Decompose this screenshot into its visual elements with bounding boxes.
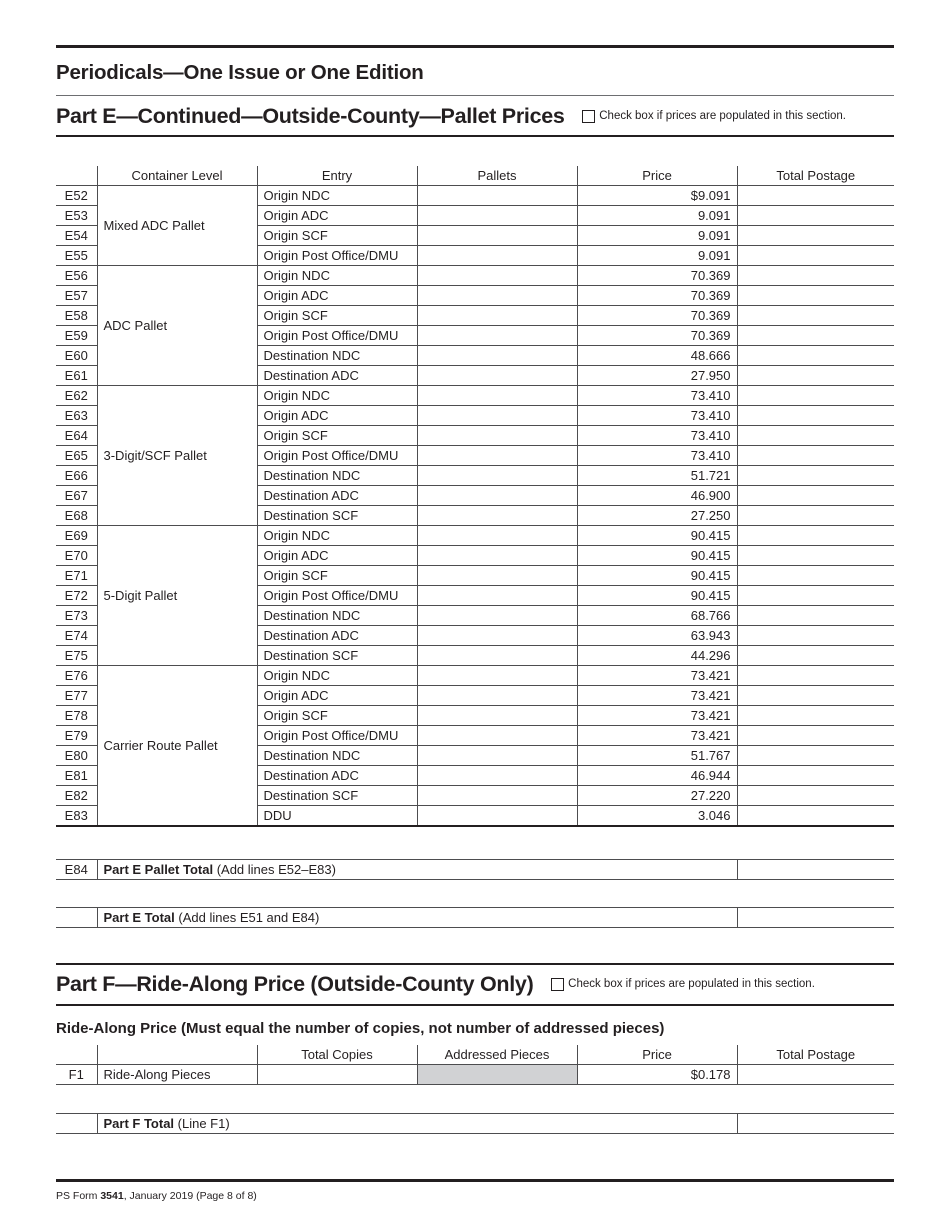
col-entry: Entry <box>257 166 417 186</box>
pallets-input[interactable] <box>417 586 577 606</box>
total-postage-input[interactable] <box>737 706 894 726</box>
line-number: E72 <box>56 586 97 606</box>
total-postage-input[interactable] <box>737 1065 894 1085</box>
pallets-input[interactable] <box>417 666 577 686</box>
total-postage-input[interactable] <box>737 446 894 466</box>
entry: Destination ADC <box>257 766 417 786</box>
total-postage-input[interactable] <box>737 266 894 286</box>
price-value: 73.410 <box>577 446 737 466</box>
entry: Origin SCF <box>257 426 417 446</box>
price-value: 73.421 <box>577 706 737 726</box>
entry: Destination NDC <box>257 346 417 366</box>
line-number: E53 <box>56 206 97 226</box>
price-value: 73.421 <box>577 686 737 706</box>
table-header-row <box>56 166 894 186</box>
pallets-input[interactable] <box>417 286 577 306</box>
price-value: 70.369 <box>577 266 737 286</box>
total-postage-input[interactable] <box>737 546 894 566</box>
price-value: 90.415 <box>577 526 737 546</box>
total-postage-input[interactable] <box>737 426 894 446</box>
divider <box>56 1004 894 1006</box>
pallet-total-table <box>56 859 894 880</box>
ride-along-table <box>56 1045 894 1085</box>
total-postage-input[interactable] <box>737 806 894 827</box>
price-value: 73.410 <box>577 426 737 446</box>
line-number: F1 <box>56 1065 97 1085</box>
form-title: Periodicals—One Issue or One Edition <box>56 61 424 84</box>
total-copies-input[interactable] <box>257 1065 417 1085</box>
line-number: E62 <box>56 386 97 406</box>
total-postage-input[interactable] <box>737 586 894 606</box>
pallet-total-input[interactable] <box>737 860 894 880</box>
entry: Origin ADC <box>257 406 417 426</box>
divider <box>56 135 894 137</box>
pallet-total-label: Part E Pallet Total (Add lines E52–E83) <box>97 860 737 880</box>
pallets-input[interactable] <box>417 426 577 446</box>
bottom-rule <box>56 1179 894 1182</box>
pallets-input[interactable] <box>417 446 577 466</box>
col-line <box>56 1045 97 1065</box>
line-number: E63 <box>56 406 97 426</box>
entry: Origin SCF <box>257 566 417 586</box>
line-number: E82 <box>56 786 97 806</box>
pallets-input[interactable] <box>417 746 577 766</box>
part-f-heading <box>56 972 815 997</box>
price-value: 70.369 <box>577 326 737 346</box>
line-number: E71 <box>56 566 97 586</box>
price-value: 3.046 <box>577 806 737 827</box>
pallets-input[interactable] <box>417 606 577 626</box>
pallets-input[interactable] <box>417 306 577 326</box>
price-value: 9.091 <box>577 206 737 226</box>
price-value: 51.721 <box>577 466 737 486</box>
container-level: ADC Pallet <box>97 266 257 386</box>
part-f-total-table <box>56 1113 894 1134</box>
line-number: E75 <box>56 646 97 666</box>
line-number: E67 <box>56 486 97 506</box>
line-number: E81 <box>56 766 97 786</box>
total-postage-input[interactable] <box>737 566 894 586</box>
addressed-pieces-shaded <box>417 1065 577 1085</box>
price-value: 70.369 <box>577 286 737 306</box>
price-value: 27.220 <box>577 786 737 806</box>
checkbox-icon[interactable] <box>551 978 564 991</box>
price-value: 90.415 <box>577 566 737 586</box>
price-value: 48.666 <box>577 346 737 366</box>
col-price: Price <box>577 1045 737 1065</box>
pallets-input[interactable] <box>417 726 577 746</box>
total-postage-input[interactable] <box>737 186 894 206</box>
part-e-title: Part E—Continued—Outside-County—Pallet Prices <box>56 104 565 128</box>
total-postage-input[interactable] <box>737 386 894 406</box>
pallets-input[interactable] <box>417 786 577 806</box>
table-row <box>56 526 894 546</box>
line-number: E79 <box>56 726 97 746</box>
entry: Origin NDC <box>257 386 417 406</box>
total-postage-input[interactable] <box>737 766 894 786</box>
pallets-input[interactable] <box>417 346 577 366</box>
part-e-populated-checkbox[interactable] <box>582 110 846 123</box>
top-rule <box>56 45 894 48</box>
pallets-input[interactable] <box>417 566 577 586</box>
entry: Origin Post Office/DMU <box>257 446 417 466</box>
line-number: E70 <box>56 546 97 566</box>
pallets-input[interactable] <box>417 546 577 566</box>
line-number: E60 <box>56 346 97 366</box>
line-number: E59 <box>56 326 97 346</box>
line-number: E83 <box>56 806 97 827</box>
pallets-input[interactable] <box>417 526 577 546</box>
price-value: 90.415 <box>577 546 737 566</box>
col-description <box>97 1045 257 1065</box>
total-postage-input[interactable] <box>737 366 894 386</box>
price-value: 27.950 <box>577 366 737 386</box>
pallets-input[interactable] <box>417 206 577 226</box>
pallets-input[interactable] <box>417 186 577 206</box>
line-number: E68 <box>56 506 97 526</box>
pallets-input[interactable] <box>417 766 577 786</box>
line-number: E80 <box>56 746 97 766</box>
pallets-input[interactable] <box>417 466 577 486</box>
divider <box>56 963 894 965</box>
ride-along-subtitle: Ride-Along Price (Must equal the number of copies, not number of addressed pieces) <box>56 1020 665 1037</box>
entry: Destination NDC <box>257 746 417 766</box>
total-postage-input[interactable] <box>737 246 894 266</box>
entry: Origin Post Office/DMU <box>257 326 417 346</box>
line-number: E57 <box>56 286 97 306</box>
part-e-total-table <box>56 907 894 928</box>
line-number: E76 <box>56 666 97 686</box>
price-value: 63.943 <box>577 626 737 646</box>
table-row <box>56 186 894 206</box>
divider <box>56 95 894 96</box>
part-e-total-label: Part E Total (Add lines E51 and E84) <box>97 908 737 928</box>
line-number: E74 <box>56 626 97 646</box>
part-e-heading <box>56 104 846 129</box>
price-value: 44.296 <box>577 646 737 666</box>
part-e-total-row <box>56 908 894 928</box>
line-number: E73 <box>56 606 97 626</box>
total-postage-input[interactable] <box>737 726 894 746</box>
entry: Destination SCF <box>257 506 417 526</box>
line-number: E64 <box>56 426 97 446</box>
entry: Origin ADC <box>257 686 417 706</box>
entry: Destination NDC <box>257 466 417 486</box>
part-f-populated-checkbox[interactable] <box>551 978 815 991</box>
entry: Origin SCF <box>257 306 417 326</box>
price-value: $9.091 <box>577 186 737 206</box>
line-number: E52 <box>56 186 97 206</box>
entry: Origin Post Office/DMU <box>257 586 417 606</box>
total-postage-input[interactable] <box>737 686 894 706</box>
pallets-input[interactable] <box>417 806 577 827</box>
total-postage-input[interactable] <box>737 286 894 306</box>
total-postage-input[interactable] <box>737 526 894 546</box>
total-postage-input[interactable] <box>737 506 894 526</box>
part-f-title: Part F—Ride-Along Price (Outside-County Only) <box>56 972 534 996</box>
entry: Origin NDC <box>257 266 417 286</box>
line-number: E84 <box>56 860 97 880</box>
entry: Origin ADC <box>257 286 417 306</box>
entry: Origin NDC <box>257 666 417 686</box>
part-f-total-row <box>56 1114 894 1134</box>
entry: Destination ADC <box>257 486 417 506</box>
col-total-copies: Total Copies <box>257 1045 417 1065</box>
price-value: 68.766 <box>577 606 737 626</box>
line-number: E61 <box>56 366 97 386</box>
table-row <box>56 1065 894 1085</box>
container-level: 3-Digit/SCF Pallet <box>97 386 257 526</box>
pallet-total-row <box>56 860 894 880</box>
line-number <box>56 1114 97 1134</box>
line-number <box>56 908 97 928</box>
entry: Origin ADC <box>257 206 417 226</box>
pallets-input[interactable] <box>417 326 577 346</box>
price-value: 9.091 <box>577 246 737 266</box>
total-postage-input[interactable] <box>737 306 894 326</box>
line-number: E54 <box>56 226 97 246</box>
entry: Destination ADC <box>257 366 417 386</box>
container-level: 5-Digit Pallet <box>97 526 257 666</box>
col-total-postage: Total Postage <box>737 166 894 186</box>
price-value: 90.415 <box>577 586 737 606</box>
total-postage-input[interactable] <box>737 206 894 226</box>
total-postage-input[interactable] <box>737 646 894 666</box>
pallets-input[interactable] <box>417 406 577 426</box>
entry: Origin SCF <box>257 226 417 246</box>
price-value: 73.421 <box>577 666 737 686</box>
total-postage-input[interactable] <box>737 226 894 246</box>
checkbox-label: Check box if prices are populated in this section. <box>599 110 846 123</box>
total-postage-input[interactable] <box>737 626 894 646</box>
form-footer: PS Form 3541, January 2019 (Page 8 of 8) <box>56 1190 257 1202</box>
entry: Destination ADC <box>257 626 417 646</box>
table-row <box>56 666 894 686</box>
line-number: E69 <box>56 526 97 546</box>
pallet-prices-table <box>56 166 894 827</box>
line-number: E65 <box>56 446 97 466</box>
table-header-row <box>56 1045 894 1065</box>
entry: Destination SCF <box>257 646 417 666</box>
line-number: E78 <box>56 706 97 726</box>
line-number: E66 <box>56 466 97 486</box>
line-number: E77 <box>56 686 97 706</box>
pallets-input[interactable] <box>417 706 577 726</box>
entry: Destination NDC <box>257 606 417 626</box>
total-postage-input[interactable] <box>737 406 894 426</box>
pallets-input[interactable] <box>417 266 577 286</box>
container-level: Mixed ADC Pallet <box>97 186 257 266</box>
entry: DDU <box>257 806 417 827</box>
table-row <box>56 266 894 286</box>
table-row <box>56 386 894 406</box>
pallets-input[interactable] <box>417 506 577 526</box>
entry: Origin SCF <box>257 706 417 726</box>
pallets-input[interactable] <box>417 366 577 386</box>
col-total-postage: Total Postage <box>737 1045 894 1065</box>
total-postage-input[interactable] <box>737 326 894 346</box>
total-postage-input[interactable] <box>737 346 894 366</box>
line-number: E56 <box>56 266 97 286</box>
row-label: Ride-Along Pieces <box>97 1065 257 1085</box>
part-f-total-input[interactable] <box>737 1114 894 1134</box>
price-value: 46.900 <box>577 486 737 506</box>
total-postage-input[interactable] <box>737 466 894 486</box>
pallets-input[interactable] <box>417 386 577 406</box>
pallets-input[interactable] <box>417 686 577 706</box>
entry: Origin ADC <box>257 546 417 566</box>
entry: Origin NDC <box>257 186 417 206</box>
part-e-total-input[interactable] <box>737 908 894 928</box>
price-value: $0.178 <box>577 1065 737 1085</box>
price-value: 9.091 <box>577 226 737 246</box>
price-value: 51.767 <box>577 746 737 766</box>
checkbox-label: Check box if prices are populated in this section. <box>568 978 815 991</box>
price-value: 73.410 <box>577 406 737 426</box>
price-value: 70.369 <box>577 306 737 326</box>
pallets-input[interactable] <box>417 246 577 266</box>
price-value: 46.944 <box>577 766 737 786</box>
col-addressed-pieces: Addressed Pieces <box>417 1045 577 1065</box>
total-postage-input[interactable] <box>737 486 894 506</box>
pallets-input[interactable] <box>417 226 577 246</box>
line-number: E58 <box>56 306 97 326</box>
entry: Origin Post Office/DMU <box>257 726 417 746</box>
checkbox-icon[interactable] <box>582 110 595 123</box>
total-postage-input[interactable] <box>737 746 894 766</box>
entry: Origin NDC <box>257 526 417 546</box>
total-postage-input[interactable] <box>737 786 894 806</box>
col-price: Price <box>577 166 737 186</box>
price-value: 73.410 <box>577 386 737 406</box>
pallets-input[interactable] <box>417 626 577 646</box>
price-value: 27.250 <box>577 506 737 526</box>
line-number: E55 <box>56 246 97 266</box>
total-postage-input[interactable] <box>737 666 894 686</box>
entry: Origin Post Office/DMU <box>257 246 417 266</box>
part-f-total-label: Part F Total (Line F1) <box>97 1114 737 1134</box>
total-postage-input[interactable] <box>737 606 894 626</box>
col-line <box>56 166 97 186</box>
col-container-level: Container Level <box>97 166 257 186</box>
pallets-input[interactable] <box>417 646 577 666</box>
entry: Destination SCF <box>257 786 417 806</box>
container-level: Carrier Route Pallet <box>97 666 257 827</box>
price-value: 73.421 <box>577 726 737 746</box>
col-pallets: Pallets <box>417 166 577 186</box>
pallets-input[interactable] <box>417 486 577 506</box>
